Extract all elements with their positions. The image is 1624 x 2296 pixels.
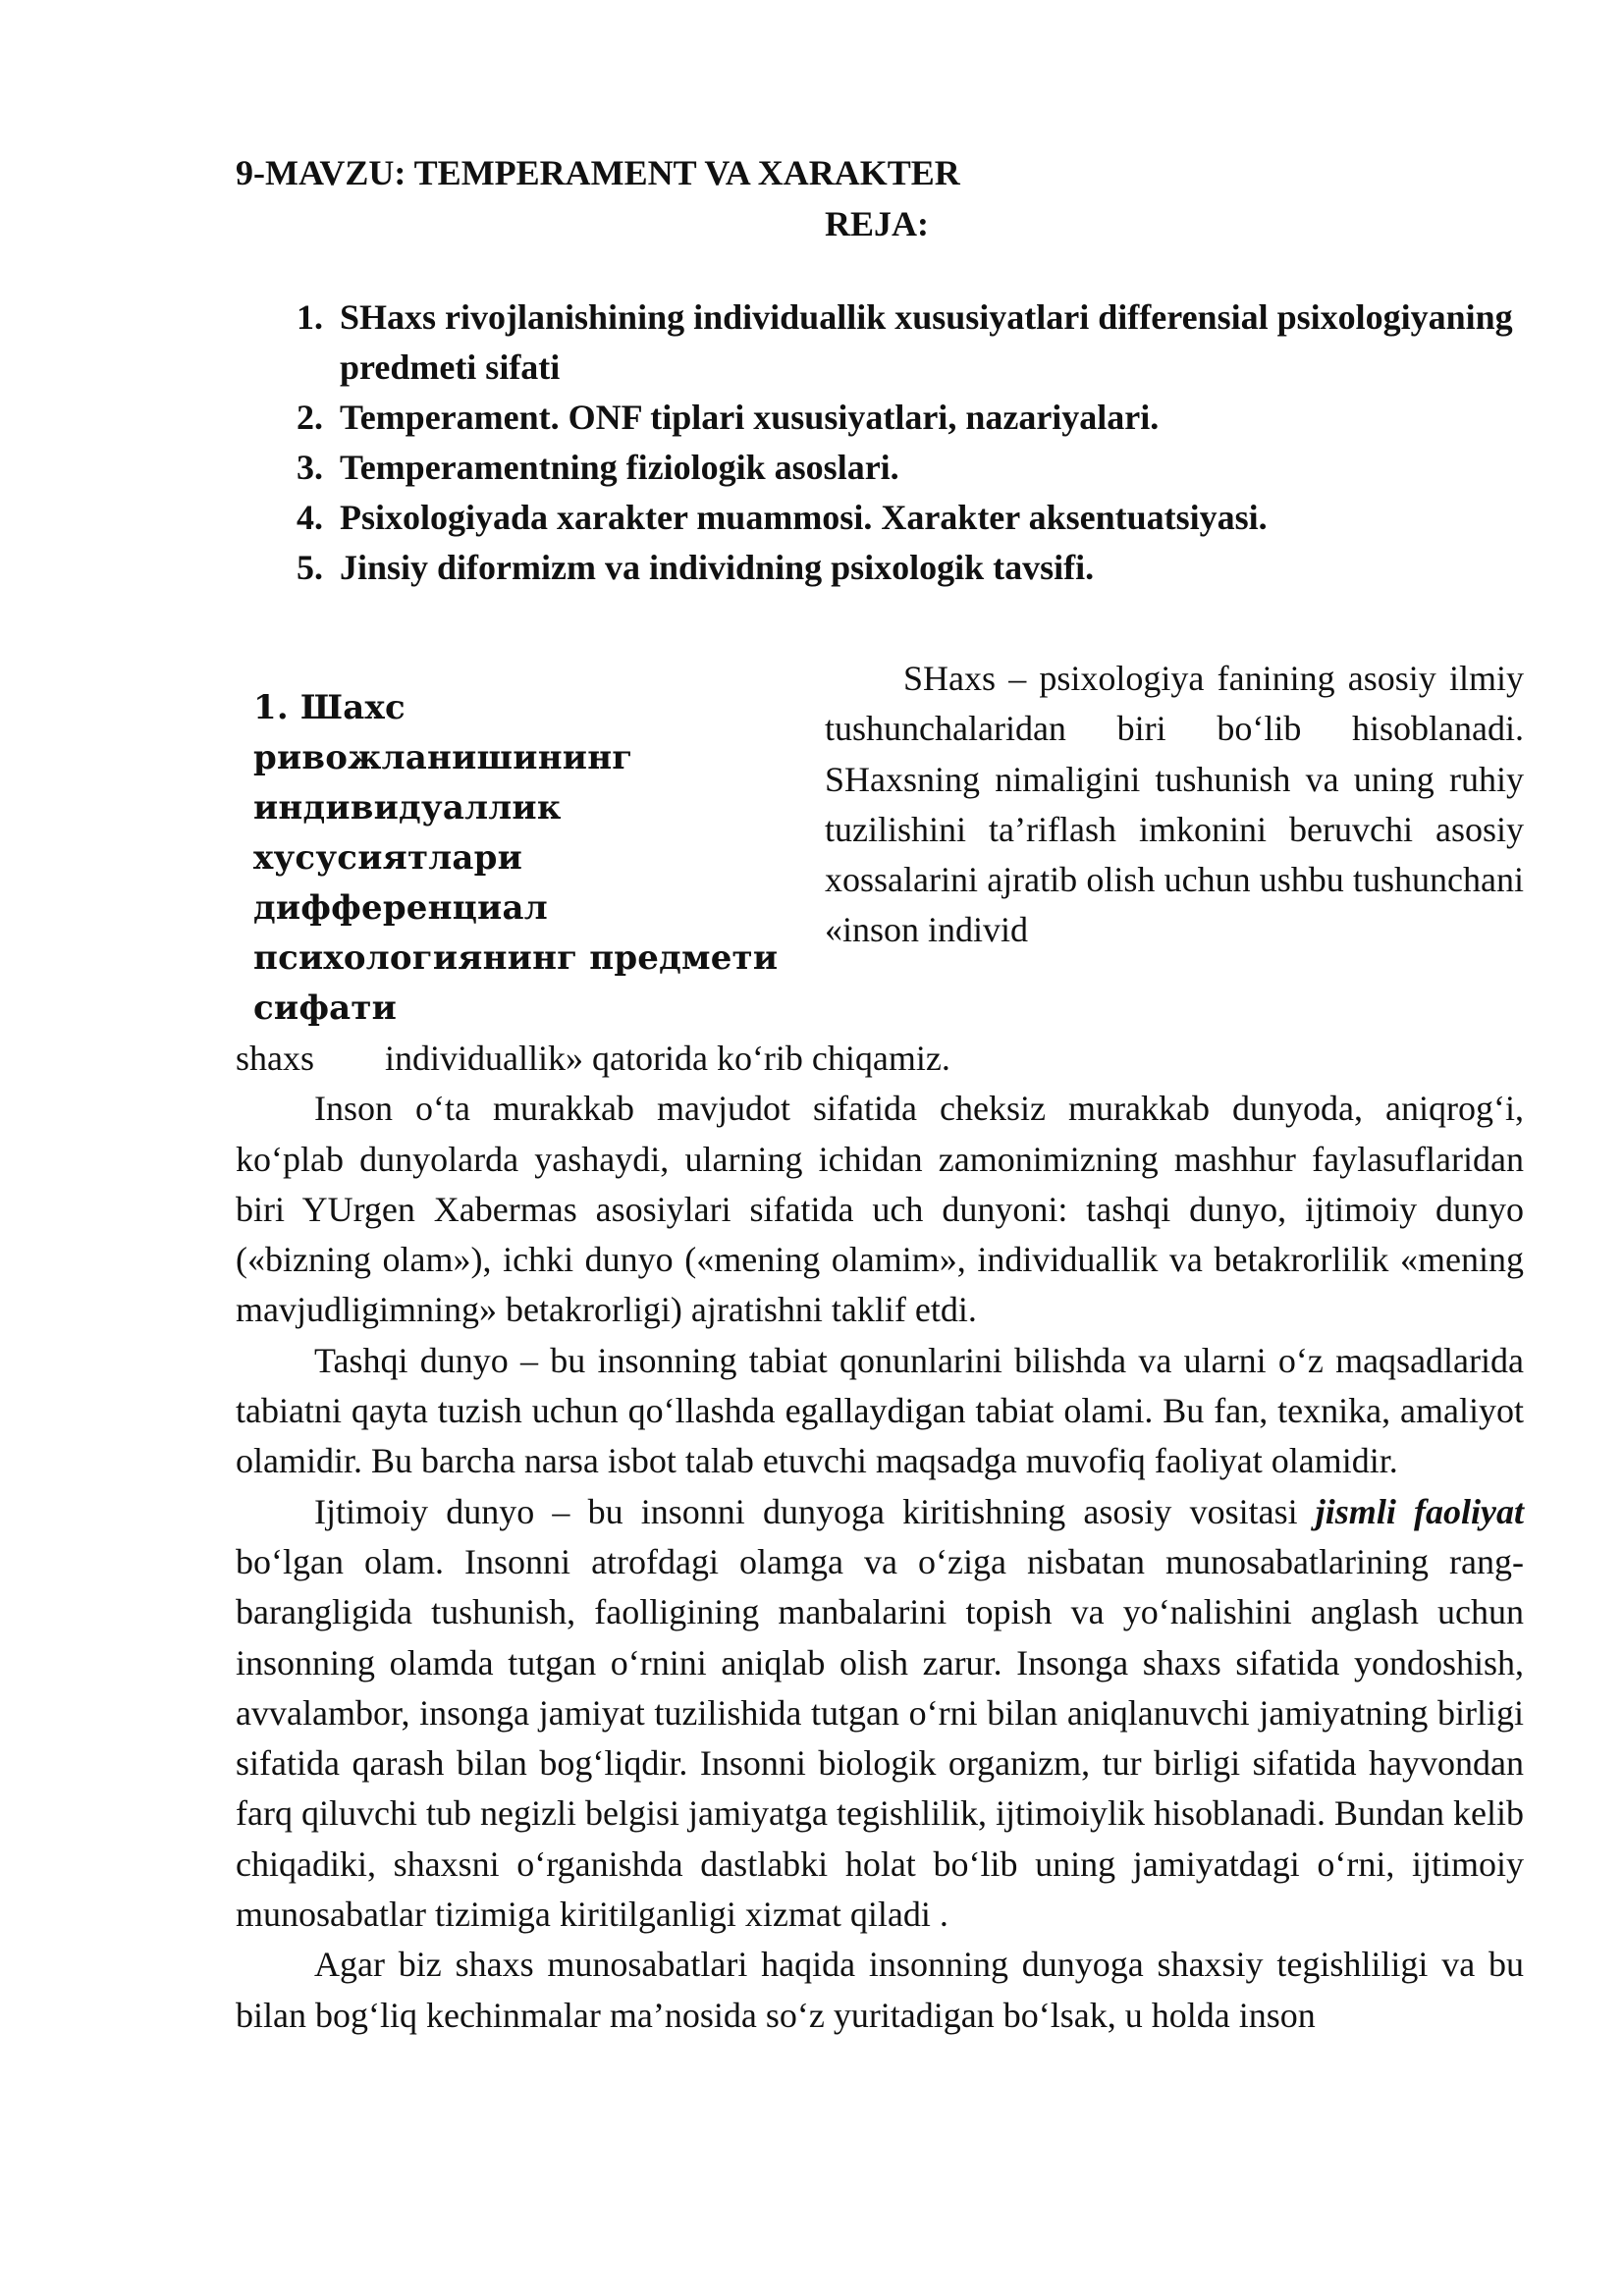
plan-list — [236, 293, 1524, 593]
body-paragraph: Inson o‘ta murakkab mavjudot sifatida cheksiz murakkab dunyoda, aniqrog‘i, ko‘plab dunyolarda yashaydi, ularning ichidan zamonimizning mashhur faylasuflaridan biri YUrgen Xabermas asosiylari sifatida uch dunyoni: tashqi dunyo, ijtimoiy dunyo («bizning olam»), ichki dunyo («mening olamim», individuallik va betakrorlilik «mening mavjudligimning» betakrorligi) ajratishni taklif etdi. — [236, 1089, 1524, 1330]
body-paragraph: Tashqi dunyo – bu insonning tabiat qonunlarini bilishda va ularni o‘z maqsadlarida tabiatni qayta tuzish uchun qo‘llashda egallaydigan tabiat olami. Bu fan, texnika, amaliyot olamidir. Bu barcha narsa isbot talab etuvchi maqsadga muvofiq faoliyat olamidir. — [236, 1340, 1524, 1481]
section-heading: 1. Шахс ривожланишининг индивидуаллик хусусиятлари дифференциал психологиянинг предмети сифати — [253, 688, 779, 1028]
body-paragraph — [236, 1487, 1524, 1941]
intro-text: SHaxs – psixologiya fanining asosiy ilmiy tushunchalaridan biri bo‘lib hisoblanadi. SHaxsning nimaligini tushunish va uning ruhiy tuzilishini ta’riflash imkonini beruvchi asosiy xossalarini ajratib olish uchun ushbu tushunchani «inson individ — [825, 659, 1524, 950]
plan-item: 5. Jinsiy diformizm va individning psixologik tavsifi. — [332, 543, 1524, 593]
plan-item: 1. SHaxs rivojlanishining individuallik xususiyatlari differensial psixologiyaning predmeti sifati — [332, 293, 1524, 393]
plan-heading: REJA: — [825, 204, 929, 243]
plan-item: 2. Temperament. ONF tiplari xususiyatlari, nazariyalari. — [332, 393, 1524, 443]
document-title: 9-MAVZU: TEMPERAMENT VA XARAKTER — [236, 153, 960, 192]
section-1 — [236, 654, 1524, 1084]
intro-tail: shaxs individuallik» qatorida ko‘rib chiqamiz. — [236, 1039, 950, 1078]
body-paragraph: Agar biz shaxs munosabatlari haqida insonning dunyoga shaxsiy tegishliligi va bu bilan bog‘liq kechinmalar ma’nosida so‘z yuritadigan bo‘lsak, u holda inson — [236, 1945, 1524, 2035]
plan-item: 4. Psixologiyada xarakter muammosi. Xarakter aksentuatsiyasi. — [332, 493, 1524, 543]
document-page — [236, 147, 1524, 2041]
plan-item: 3. Temperamentning fiziologik asoslari. — [332, 443, 1524, 493]
emphasis-text: jismli faoliyat — [1315, 1491, 1524, 1531]
paragraph-text: bo‘lgan olam. Insonni atrofdagi olamga va o‘ziga nisbatan munosabatlarining rang-barangligida tushunish, faolligining manbalarini topish va yo‘nalishini anglash uchun insonning olamda tutgan o‘rnini aniqlab olish zarur. Insonga shaxs sifatida yondoshish, avvalambor, insonga jamiyat tuzilishida tutgan o‘rni bilan aniqlanuvchi jamiyatning birligi sifatida qarash bilan bog‘liqdir. Insonni biologik organizm, tur birligi sifatida hayvondan farq qiluvchi tub negizli belgisi jamiyatga tegishlilik, ijtimoiylik hisoblanadi. Bundan kelib chiqadiki, shaxsni o‘rganishda dastlabki holat bo‘lib uning jamiyatdagi o‘rni, ijtimoiy munosabatlar tizimiga kiritilganligi xizmat qiladi . — [236, 1541, 1524, 1935]
paragraph-text: Ijtimoiy dunyo – bu insonni dunyoga kiritishning asosiy vositasi — [314, 1491, 1316, 1531]
